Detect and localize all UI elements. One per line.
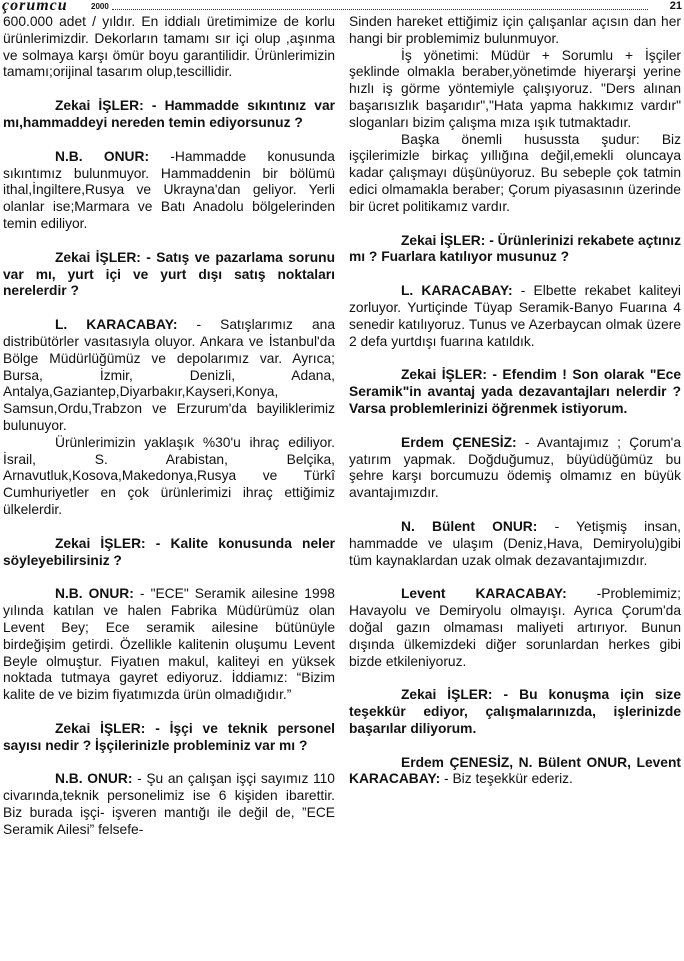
page-number: 21: [669, 0, 682, 12]
speaker-name: N. Bülent ONUR:: [401, 518, 538, 534]
interview-question: Zekai İŞLER: - Bu konuşma için size teşekkür ediyor, çalışmalarınızda, işlerinizde başarılar diliyorum.: [349, 687, 681, 736]
body-paragraph: Başka önemli husussta şudur: Biz işçilerimizle birkaç yıllığına değil,emekli oluncaya kadar çalışmayı düşünüyoruz. Bu sebeple çok tatmin edici olmamakla beraber; Çorum piyasasının üzerinde bir ücret politikamız vardır.: [349, 131, 681, 214]
answer-text: - "ECE" Seramik ailesine 1998 yılında katılan ve halen Fabrika Müdürümüz olan Levent Bey; Ece seramik ailesine bütünüyle birdeğişim getirdi. Özellikle kalitenin oluşumu Levent Beyle olmuştur. Fiyatıen makul, kaliteyi en yüksek noktada tutmaya gayret ediyoruz. İddiamız: “Bizim kalite de ve bizim fiyatımızda ürün olmadığıdır.”: [3, 586, 335, 703]
right-column: [349, 14, 681, 805]
speaker-name: Levent KARACABAY:: [401, 586, 567, 602]
answer-text: - Avantajımız ; Çorum'a yatırım yapmak. Doğduğumuz, büyüdüğümüz bu şehre karşı borcumuzu ödemiş olmamız en büyük avantajımızdır.: [349, 434, 681, 501]
header-divider: [112, 9, 648, 10]
interview-answer: [349, 435, 681, 502]
body-paragraph: İş yönetimi: Müdür + Sorumlu + İşçiler şeklinde olmakla beraber,yönetimde hiyerarşi yerine hızlı iş görme yöntemiyle çalışıyoruz. "Ders alınan başarısızlık başarıdır","Hata yapma hakkımız vardır" sloganları bizim çalışma mıza ışık tutmaktadır.: [349, 47, 681, 130]
speaker-name: Erdem ÇENESİZ, N. Bülent ONUR, Levent KARACABAY:: [349, 754, 681, 787]
answer-text: - Elbette rekabet kaliteyi zorluyor. Yurtiçinde Tüyap Seramik-Banyo Fuarına 4 senedir katılıyoruz. Tunus ve Azerbaycan olmak üzere 2 defa yurtdışı fuarına katıldık.: [349, 283, 682, 349]
speaker-name: L. KARACABAY:: [401, 283, 513, 299]
answer-text: - Şu an çalışan işçi sayımız 110 civarında,teknik personelimiz ise 6 kişiden ibarettir. Biz burada işçi- işveren mantığı ile değil de, ”ECE Seramik Ailesi” felsefe-: [3, 771, 335, 837]
interview-answer: [349, 755, 681, 789]
page-header: [0, 0, 684, 14]
interview-question: Zekai İŞLER: - Hammadde sıkıntınız var mı,hammaddeyi nereden temin ediyorsunuz ?: [3, 98, 335, 130]
interview-question: Zekai İŞLER: - Ürünlerinizi rekabete açtınız mı ? Fuarlara katılıyor musunuz ?: [349, 232, 681, 265]
body-paragraph: Ürünlerimizin yaklaşık %30'u ihraç ediliyor. İsrail, S. Arabistan, Belçika, Arnavutluk,Kosova,Makedonya,Rusya ve Türkî Cumhuriyetler en çok ürünlerimizi ihraç ettiğimiz ülkelerdir.: [3, 434, 335, 517]
answer-text: -Hammadde konusunda sıkıntımız bulunmuyor. Hammaddenin bir bölümü ithal,İngiltere,Rusya ve Ukrayna'dan geliyor. Yerli olanlar ise;Marmara ve Batı Anadolu bölgelerinden temin ediliyor.: [3, 148, 335, 231]
body-paragraph: 600.000 adet / yıldır. En iddialı üretimimize de korlu ürünlerimizdir. Dekorların tamamı sır içi olup ,aşınma ve solmaya karşı ömür boyu garantilidir. Ürünlerimizin tamamı;orijinal tasarım olup,tescillidir.: [3, 14, 335, 80]
speaker-name: Erdem ÇENESİZ:: [401, 434, 517, 450]
answer-text: -Problemimiz; Havayolu ve Demiryolu olmayışı. Ayrıca Çorum'da doğal gazın olmaması maliyeti artırıyor. Bunun dışında ülkemizdeki diğer sorunlardan herkes gibi bizde etkileniyoruz.: [349, 586, 681, 669]
interview-answer: [3, 586, 335, 704]
interview-answer: [349, 283, 681, 350]
interview-question: Zekai İŞLER: - İşçi ve teknik personel sayısı nedir ? İşçilerinizle probleminiz var mı ?: [3, 720, 335, 753]
interview-answer: [3, 149, 335, 233]
answer-text: - Satışlarımız ana distribütörler vasıtasıyla oluyor. Ankara ve İstanbul'da Bölge Müdürlüğümüz ve depolarımız var. Ayrıca; Bursa, İzmir, Denizli, Adana, Antalya,Gaziantep,Diyarbakır,Kayseri,Konya, Samsun,Ordu,Trabzon ve Erzurum'da bayiliklerimiz bulunuyor.: [3, 317, 335, 433]
masthead-logo: çorumcu: [2, 0, 68, 14]
answer-text: - Yetişmiş insan, hammadde ve ulaşım (Deniz,Hava, Demiryolu)gibi tüm kaynaklardan uzak olmak dezavantajımızdır.: [349, 518, 681, 568]
left-column: [3, 14, 335, 856]
interview-answer: [349, 586, 681, 670]
answer-text: - Biz teşekkür ederiz.: [440, 771, 573, 787]
speaker-name: N.B. ONUR:: [55, 148, 150, 164]
masthead-year: 2000: [91, 2, 109, 11]
speaker-name: L. KARACABAY:: [55, 317, 178, 333]
interview-question: Zekai İŞLER: - Efendim ! Son olarak "Ece Seramik"in avantaj yada dezavantajları nelerdir ? Varsa problemlerinizi öğrenmek istiyorum.: [349, 367, 681, 416]
speaker-name: N.B. ONUR:: [55, 586, 134, 602]
body-paragraph: Sinden hareket ettiğimiz için çalışanlar açısın dan her hangi bir problemimiz bulunmuyor.: [349, 14, 681, 46]
speaker-name: N.B. ONUR:: [55, 771, 133, 787]
interview-question: Zekai İŞLER: - Satış ve pazarlama sorunu var mı, yurt içi ve yurt dışı satış noktaları nerelerdir ?: [3, 249, 335, 299]
interview-answer: [3, 317, 335, 435]
interview-question: Zekai İŞLER: - Kalite konusunda neler söyleyebilirsiniz ?: [3, 535, 335, 568]
interview-answer: [3, 771, 335, 838]
interview-answer: [349, 519, 681, 569]
